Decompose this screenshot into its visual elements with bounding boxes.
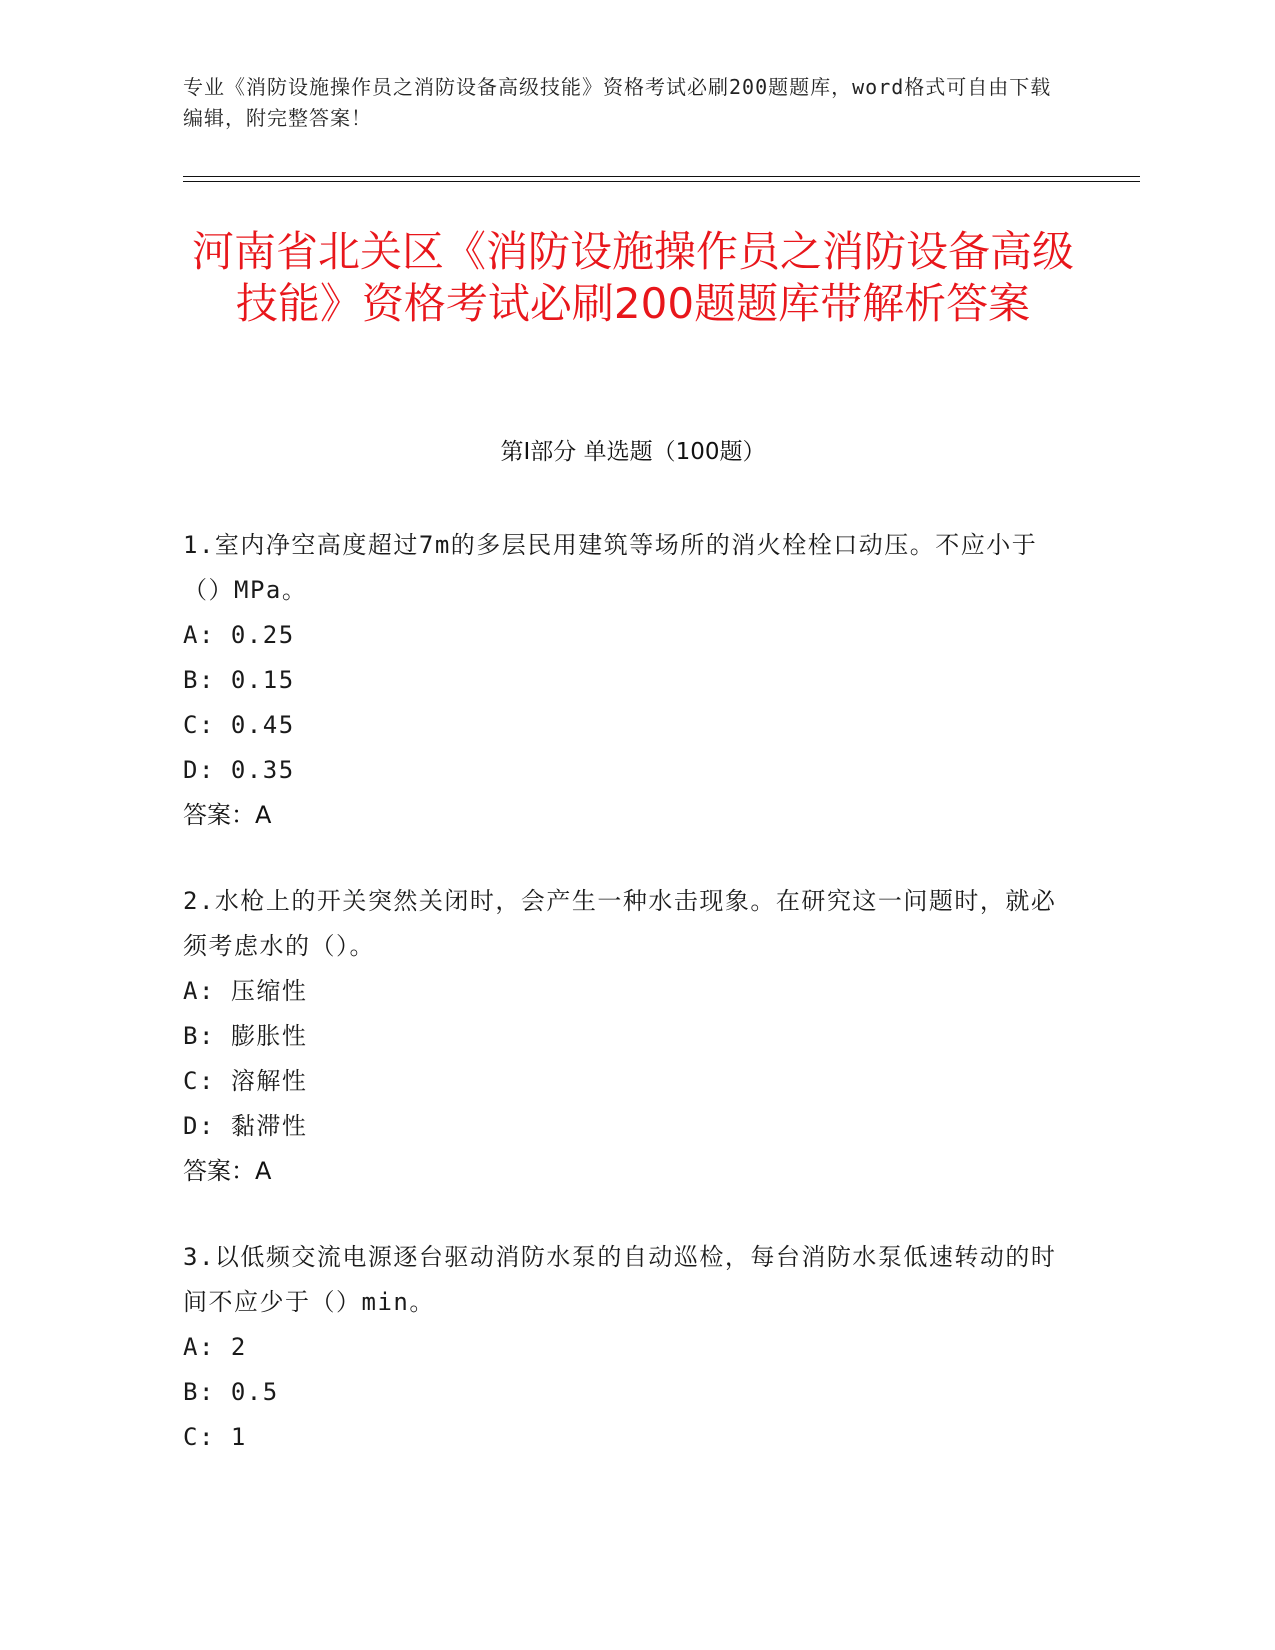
question-2 (183, 879, 1063, 1194)
option-b: B: 膨胀性 (183, 1022, 308, 1050)
option-c: C: 0.45 (183, 711, 295, 739)
option-b: B: 0.15 (183, 666, 295, 694)
option-c: C: 溶解性 (183, 1067, 308, 1095)
question-stem: 2.水枪上的开关突然关闭时，会产生一种水击现象。在研究这一问题时，就必须考虑水的（）。 (183, 887, 1057, 960)
option-c: C: 1 (183, 1423, 247, 1451)
section-title: 第Ⅰ部分 单选题（100题） (500, 439, 766, 465)
question-stem: 3.以低频交流电源逐台驱动消防水泵的自动巡检，每台消防水泵低速转动的时间不应少于（）min。 (183, 1243, 1057, 1316)
option-d: D: 黏滞性 (183, 1112, 308, 1140)
header-divider-top (183, 176, 1140, 177)
answer: 答案：A (183, 1157, 272, 1185)
question-3 (183, 1235, 1063, 1460)
option-b: B: 0.5 (183, 1378, 279, 1406)
header-divider-bottom (183, 181, 1140, 182)
question-list (183, 523, 1063, 1501)
answer: 答案：A (183, 801, 272, 829)
question-stem: 1.室内净空高度超过7m的多层民用建筑等场所的消火栓栓口动压。不应小于（）MPa。 (183, 531, 1038, 604)
option-a: A: 0.25 (183, 621, 295, 649)
option-a: A: 2 (183, 1333, 247, 1361)
option-a: A: 压缩性 (183, 977, 308, 1005)
header-note: 专业《消防设施操作员之消防设备高级技能》资格考试必刷200题题库，word格式可自由下载编辑，附完整答案！ (183, 75, 1052, 130)
option-d: D: 0.35 (183, 756, 295, 784)
question-1 (183, 523, 1063, 838)
document-title: 河南省北关区《消防设施操作员之消防设备高级技能》资格考试必刷200题题库带解析答案 (191, 227, 1074, 328)
